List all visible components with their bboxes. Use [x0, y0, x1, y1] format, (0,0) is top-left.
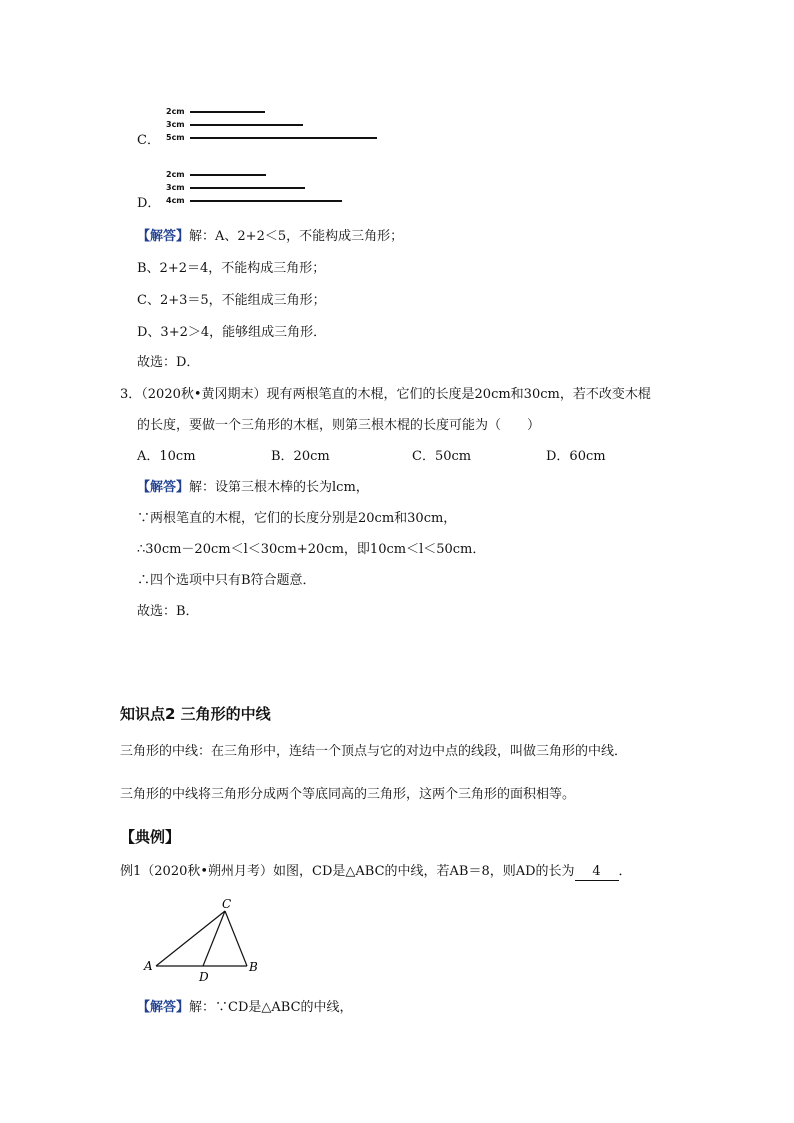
segment-label: 3cm	[166, 183, 185, 192]
definition-text: 三角形的中线将三角形分成两个等底同高的三角形，这两个三角形的面积相等。	[120, 787, 576, 802]
answer-line: ∴30cm－20cm＜l＜30cm+20cm，即10cm＜l＜50cm．	[137, 542, 486, 557]
definition-text: 三角形的中线：在三角形中，连结一个顶点与它的对边中点的线段，叫做三角形的中线．	[120, 744, 628, 759]
side-ac	[156, 911, 225, 966]
answer-line	[137, 1000, 353, 1016]
segment-line-2cm	[190, 174, 266, 176]
answer-line: 故选：D．	[137, 355, 200, 370]
segment-label: 4cm	[166, 196, 185, 205]
example-stem-end: ．	[618, 864, 632, 879]
segment-label: 3cm	[166, 120, 185, 129]
answer-tag: 【解答】	[137, 1000, 190, 1015]
example-stem	[120, 864, 632, 881]
label-a: A	[144, 959, 153, 973]
option-d-letter: D．	[137, 196, 161, 211]
option-a: A．10cm	[137, 449, 196, 464]
side-bc	[225, 911, 247, 966]
question-stem: 的长度，要做一个三角形的木框，则第三根木棍的长度可能为（ ）	[137, 418, 541, 433]
answer-line: B、2+2＝4，不能构成三角形；	[137, 261, 326, 276]
answer-text: 解：∵CD是△ABC的中线，	[189, 1000, 353, 1015]
answer-line: ∵两根笔直的木棍，它们的长度分别是20cm和30cm，	[137, 511, 457, 526]
answer-blank: 4	[575, 864, 619, 881]
option-c: C．50cm	[412, 449, 472, 464]
segment-label: 2cm	[166, 107, 185, 116]
segment-line-3cm	[190, 187, 305, 189]
answer-tag: 【解答】	[137, 229, 190, 244]
segment-line-2cm	[190, 111, 265, 113]
answer-line	[137, 480, 369, 496]
section-title: 知识点2 三角形的中线	[120, 705, 271, 723]
segment-label: 2cm	[166, 170, 185, 179]
triangle-figure	[140, 895, 270, 985]
option-b: B．20cm	[271, 449, 330, 464]
answer-line	[137, 229, 403, 245]
example-heading: 【典例】	[120, 828, 181, 846]
option-c-letter: C．	[137, 133, 160, 148]
question-stem: 3．（2020秋•黄冈期末）现有两根笔直的木棍，它们的长度是20cm和30cm，若不改变木棍	[120, 387, 651, 402]
answer-line: C、2+3＝5，不能组成三角形；	[137, 293, 326, 308]
answer-line: D、3+2＞4，能够组成三角形．	[137, 325, 327, 340]
option-d: D．60cm	[546, 449, 606, 464]
segment-label: 5cm	[166, 133, 185, 142]
answer-tag: 【解答】	[137, 480, 190, 495]
segment-line-3cm	[190, 124, 303, 126]
example-stem-text: 例1（2020秋•朔州月考）如图，CD是△ABC的中线，若AB＝8，则AD的长为	[120, 864, 575, 879]
answer-text: 解：设第三根木棒的长为lcm，	[189, 480, 369, 495]
answer-line: ∴四个选项中只有B符合题意．	[137, 573, 316, 588]
label-d: D	[199, 970, 209, 984]
label-c: C	[222, 897, 232, 911]
segment-line-4cm	[190, 200, 342, 202]
label-b: B	[249, 960, 258, 974]
answer-text: 解：A、2+2＜5，不能构成三角形；	[189, 229, 404, 244]
answer-line: 故选：B．	[137, 604, 199, 619]
segment-line-5cm	[190, 137, 377, 139]
